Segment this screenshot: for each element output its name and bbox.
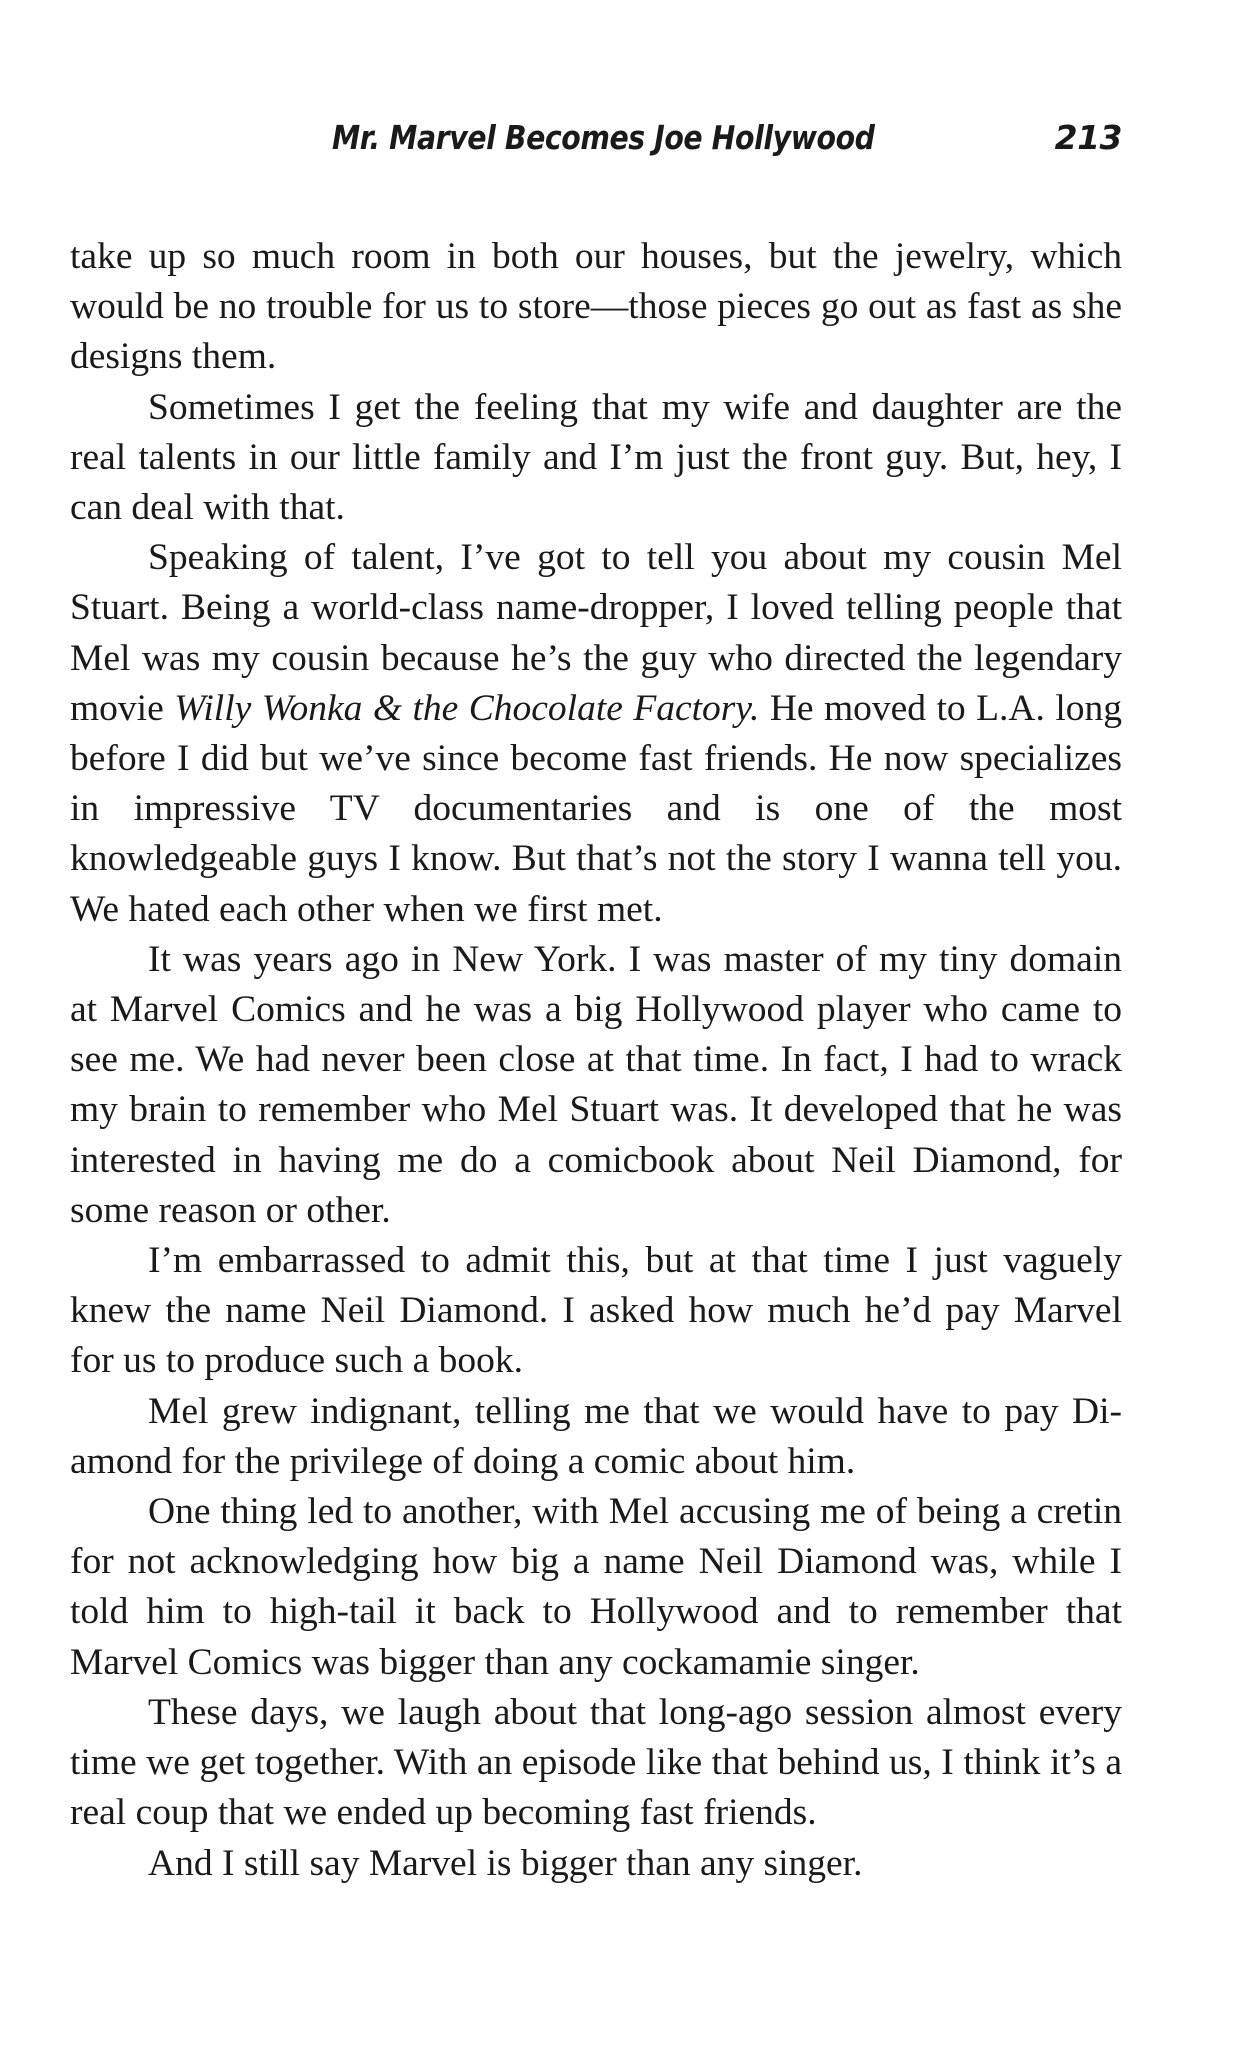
paragraph: I’m embarrassed to admit this, but at that time I just vaguely knew the name Neil Diamond. I asked how much he’d pay Marvel for us to produce such a book. [70, 1240, 1122, 1382]
paragraph-text: Speaking of talent, I’ve got to tell you about my cousin Mel Stuart. Being a world-class name-dropper, I loved telling people that Mel was my cousin because he’s the guy who directed the legendary movie [70, 537, 1122, 729]
paragraph: Sometimes I get the feeling that my wife and daughter are the real talents in our little family and I’m just the front guy. But, hey, I can deal with that. [70, 386, 1122, 529]
paragraph [70, 533, 1122, 935]
running-head [70, 118, 1122, 166]
running-title: Mr. Marvel Becomes Joe Hollywood [332, 118, 875, 157]
paragraph: take up so much room in both our houses, but the jewelry, which would be no trouble for us to store—those pieces go out as fast as she designs them. [70, 236, 1122, 378]
paragraph: One thing led to another, with Mel accusing me of being a cretin for not acknowledging how big a name Neil Diamond was, while I told him to high-tail it back to Hollywood and to remember that Marvel Comics was bigger than any cockamamie singer. [70, 1491, 1122, 1683]
paragraph: Mel grew indignant, telling me that we would have to pay Diamond for the privilege of doing a comic about him. [70, 1390, 1122, 1482]
page-number: 213 [1054, 118, 1122, 157]
paragraph: It was years ago in New York. I was master of my tiny domain at Marvel Comics and he was a big Hollywood player who came to see me. We had never been close at that time. In fact, I had to wrack my brain to remember who Mel Stuart was. It developed that he was interested in having me do a comicbook about Neil Diamond, for some reason or other. [70, 938, 1122, 1231]
paragraph: These days, we laugh about that long-ago session almost every time we get together. With an episode like that behind us, I think it’s a real coup that we ended up becoming fast friends. [70, 1691, 1122, 1834]
paragraph: And I still say Marvel is bigger than any singer. [148, 1842, 863, 1884]
movie-title: Willy Wonka & the Chocolate Factory. [174, 687, 760, 729]
paragraph-text: He moved to L.A. long before I did but we’ve since become fast friends. He now specializes in impressive TV documentaries and is one of the most knowledgeable guys I know. But that’s not the story I wanna tell you. We hated each other when we first met. [70, 687, 1122, 930]
body-text [70, 232, 1122, 1889]
